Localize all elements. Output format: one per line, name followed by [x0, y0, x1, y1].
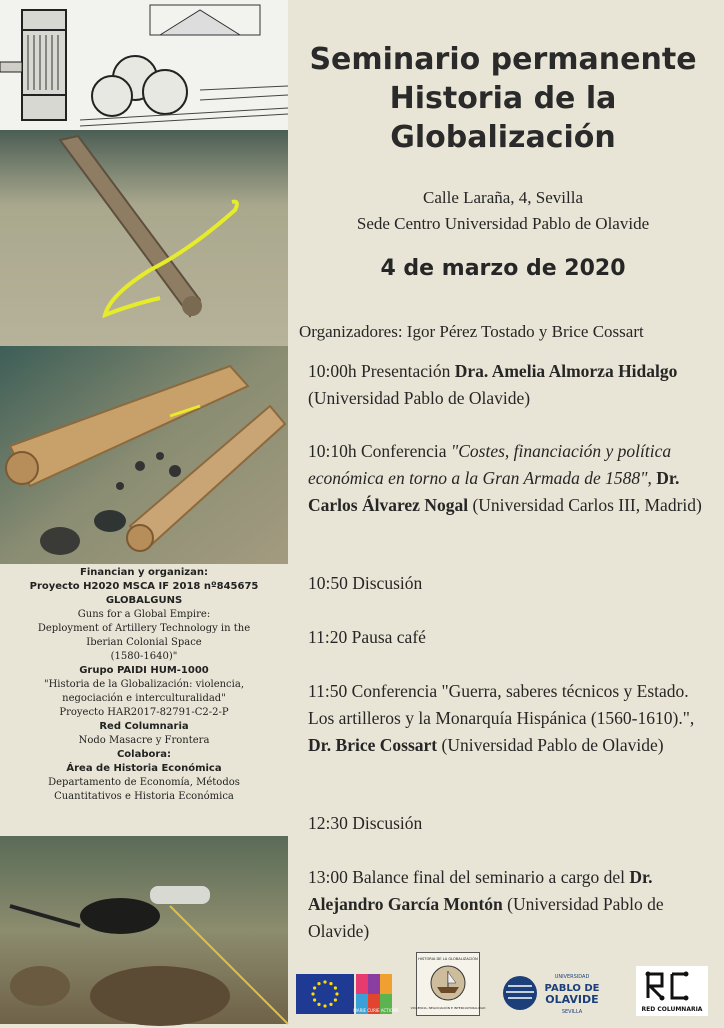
credit-line: Red Columnaria — [99, 721, 189, 732]
program-item — [308, 678, 718, 759]
hg-logo-title: HISTORIA DE LA GLOBALIZACIÓN — [418, 957, 478, 961]
credit-line: Nodo Masacre y Frontera — [78, 735, 210, 746]
credit-line: Colabora: — [116, 749, 172, 760]
eu-marie-curie-logo — [296, 974, 406, 1014]
speaker-affiliation: (Universidad Pablo de Olavide) — [437, 735, 664, 755]
credit-line: Deployment of Artillery Technology in the — [37, 623, 251, 634]
eu-star — [317, 1003, 320, 1006]
program-item — [308, 570, 718, 597]
credit-line: Guns for a Global Empire: — [77, 609, 211, 620]
title-line-2: Historia de la — [389, 81, 617, 116]
eu-star — [313, 986, 316, 989]
program-item — [308, 624, 718, 651]
eu-star — [323, 1004, 326, 1007]
talk-title: "Costes, financiación y política económica en torno a la Gran Armada de 1588" — [308, 441, 672, 488]
hg-logo-sub: VIOLENCIA, NEGOCIACIÓN E INTERCULTURALIDAD — [410, 1006, 486, 1010]
speaker-name: Dr. Brice Cossart — [308, 735, 438, 755]
event-date: 4 de marzo de 2020 — [380, 256, 626, 281]
eu-logo-text: MARIE CURIE ACTIONS — [353, 1008, 399, 1013]
eu-star — [323, 980, 326, 983]
venue-street: Calle Laraña, 4, Sevilla — [422, 188, 584, 207]
historia-globalizacion-logo — [410, 952, 486, 1016]
program-text: 13:00 Balance final del seminario a cargo del — [308, 867, 630, 887]
rc-logo-text: RED COLUMNARIA — [641, 1006, 703, 1013]
engraving-image — [0, 0, 288, 130]
program-text: 10:50 Discusión — [308, 573, 423, 593]
program-item — [308, 810, 718, 837]
left-column — [0, 0, 288, 1024]
program-item — [308, 864, 718, 945]
upo-name-2: OLAVIDE — [545, 993, 599, 1006]
program-text: 12:30 Discusión — [308, 813, 423, 833]
credits-block — [0, 566, 288, 804]
seminar-title — [292, 40, 714, 157]
upo-top: UNIVERSIDAD — [554, 974, 590, 980]
credit-line: Grupo PAIDI HUM-1000 — [79, 665, 209, 676]
eu-star — [329, 982, 332, 985]
program-text: , — [647, 468, 657, 488]
speaker-name: Dra. Amelia Almorza Hidalgo — [454, 361, 678, 381]
credit-line: "Historia de la Globalización: violencia, — [43, 679, 244, 690]
title-line-3: Globalización — [390, 120, 616, 155]
upo-city: SEVILLA — [561, 1009, 583, 1015]
credit-line: Área de Historia Económica — [66, 763, 222, 774]
underwater-cannon-photo-2 — [0, 346, 288, 564]
eu-star — [334, 998, 337, 1001]
eu-star — [313, 998, 316, 1001]
diver-photo — [0, 836, 288, 1024]
underwater-cannon-photo-1 — [0, 130, 288, 346]
program-item — [308, 438, 718, 519]
logo-strip — [296, 952, 716, 1018]
upo-logo — [500, 970, 606, 1016]
program-item — [308, 358, 718, 412]
program-text: 10:10h Conferencia — [308, 441, 451, 461]
credit-line: Departamento de Economía, Métodos — [48, 777, 240, 788]
credit-line: Cuantitativos e Historia Económica — [54, 791, 234, 802]
credit-line: Proyecto HAR2017-82791-C2-2-P — [59, 707, 229, 718]
credit-line: Proyecto H2020 MSCA IF 2018 nº845675 — [29, 581, 259, 592]
speaker-affiliation: (Universidad Carlos III, Madrid) — [468, 495, 702, 515]
eu-star — [335, 992, 338, 995]
title-line-1: Seminario permanente — [309, 42, 697, 77]
organizers: Organizadores: Igor Pérez Tostado y Brice Cossart — [299, 322, 644, 341]
eu-star — [334, 986, 337, 989]
program-text: 10:00h Presentación — [308, 361, 455, 381]
credit-line: negociación e interculturalidad" — [62, 693, 226, 704]
credit-line: (1580-1640)" — [110, 651, 178, 662]
eu-star — [329, 1003, 332, 1006]
credit-line: Iberian Colonial Space — [86, 637, 202, 648]
speaker-affiliation: (Universidad Pablo de Olavide) — [308, 388, 531, 408]
credit-line: Financian y organizan: — [80, 567, 208, 578]
upo-name-1: PABLO DE — [544, 983, 600, 994]
speaker-affiliation: (Universidad Pablo de Olavide) — [308, 894, 664, 941]
speaker-name: Dr. Alejandro García Montón — [308, 867, 653, 914]
credit-line: GLOBALGUNS — [105, 595, 183, 606]
speaker-name: Dr. Carlos Álvarez Nogal — [308, 468, 680, 515]
venue-site: Sede Centro Universidad Pablo de Olavide — [356, 214, 650, 233]
program-text: 11:20 Pausa café — [308, 627, 426, 647]
program-text: 11:50 Conferencia "Guerra, saberes técnicos y Estado. Los artilleros y la Monarquía Hispánica (1560-1610).", — [308, 681, 695, 728]
red-columnaria-logo — [636, 966, 708, 1016]
eu-star — [317, 982, 320, 985]
eu-star — [311, 992, 314, 995]
